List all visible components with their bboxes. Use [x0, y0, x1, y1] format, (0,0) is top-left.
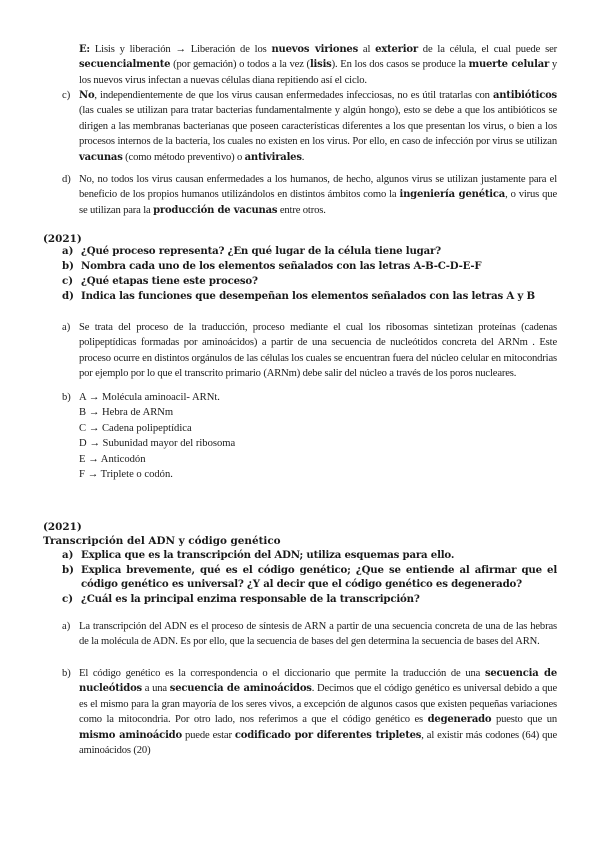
- text: (las cuales se utilizan para tratar bacterias fundamentalmente y algún hongo), esto se debe a que los antibióticos se dirigen a las membranas bacterianas que poseen características diferentes a los que presentan los virus, o bien a los procesos internos de la bacteria, los cuales no existen en los virus. Por ello, en caso de infección por virus se utilizan: [79, 105, 557, 148]
- question-c: ¿Qué etapas tiene este proceso?: [81, 275, 258, 287]
- list-item: [79, 452, 235, 467]
- item-text: Anticodón: [98, 453, 146, 465]
- list-marker: b): [62, 392, 71, 403]
- list-item: [79, 421, 235, 436]
- text: , o virus que se utilizan para la: [79, 189, 558, 216]
- genetic-code-answer-b: [79, 666, 557, 758]
- bold-text: lisis: [309, 59, 332, 71]
- section-year: (2021): [43, 521, 82, 533]
- text: Lisis y liberación: [89, 44, 176, 55]
- bold-text: secuencialmente: [79, 59, 171, 71]
- text: al: [358, 44, 376, 55]
- section-year: (2021): [43, 233, 82, 245]
- text: puesto que un: [491, 714, 557, 726]
- text: de la célula, el cual puede ser: [417, 44, 557, 55]
- question-marker: c): [62, 275, 74, 287]
- arrow-icon: →: [88, 407, 100, 419]
- text: Liberación de los: [185, 44, 272, 55]
- text: puede estar: [181, 729, 235, 741]
- list-item: [79, 436, 235, 451]
- item-letter: D: [79, 438, 87, 450]
- bold-text: exterior: [375, 44, 418, 55]
- bold-text: No: [79, 90, 95, 101]
- list-marker: d): [62, 174, 71, 185]
- bold-text: secuencia de aminoácidos: [169, 683, 312, 695]
- question-marker: a): [62, 549, 74, 561]
- item-text: Subunidad mayor del ribosoma: [99, 438, 236, 450]
- answer-d-paragraph: [79, 172, 557, 218]
- text: El código genético es la correspondencia o el diccionario que permite la traducción de una: [79, 668, 485, 679]
- text: .: [301, 151, 305, 163]
- question-marker: b): [62, 260, 74, 272]
- transcription-answer-a: La transcripción del ADN es el proceso de síntesis de ARN a partir de una secuencia concreta de una de las hebras de la molécula de ADN. Es por ello, que la secuencia de bases del gen determina la secuencia de bases del ARN.: [79, 621, 557, 648]
- text: (por gemación) o todos a la vez (: [170, 59, 310, 71]
- list-item: [79, 405, 235, 420]
- bold-text: mismo aminoácido: [79, 729, 182, 741]
- translation-answer-a: Se trata del proceso de la traducción, proceso mediante el cual los ribosomas sintetizan proteínas (cadenas polipeptídicas formadas por aminoácidos) a partir de una secuencia de nucleótidos concreta del ARNm . Este proceso ocurre en distintos orgánulos de las células los cuales se encuentran fuera del núcleo celular en mitocondrias por ejemplo por lo que el transcrito primario (ARNm) debe salir del núcleo a través de los poros nucleares.: [79, 322, 557, 380]
- item-text: Triplete o codón.: [98, 469, 173, 481]
- list-item: [79, 467, 235, 482]
- item-letter: A: [79, 392, 87, 403]
- list-marker: a): [62, 621, 71, 632]
- text: , independientemente de que los virus causan enfermedades infecciosas, no es útil tratarlas con: [94, 90, 493, 101]
- bold-text: codificado por diferentes tripletes: [234, 729, 422, 741]
- question-marker: c): [62, 593, 74, 605]
- question-d: Indica las funciones que desempeñan los elementos señalados con las letras A y B: [81, 290, 535, 302]
- question-marker: a): [62, 245, 74, 257]
- text: ). En los dos casos se produce la: [331, 59, 469, 71]
- question-marker: b): [62, 564, 74, 576]
- arrow-icon: →: [87, 469, 99, 481]
- list-marker: b): [62, 668, 71, 679]
- section-title: Transcripción del ADN y código genético: [43, 535, 281, 547]
- question-b: Nombra cada uno de los elementos señalados con las letras A-B-C-D-E-F: [81, 260, 482, 272]
- text: (como método preventivo) o: [122, 151, 245, 163]
- question-c: ¿Cuál es la principal enzima responsable de la transcripción?: [81, 593, 420, 605]
- text: No, no todos los virus causan enfermedades a los humanos, de hecho, algunos virus se utilizan justamente para el beneficio de los propios humanos utilizándolos en distintos ámbitos como la: [79, 174, 557, 201]
- arrow-icon: →: [89, 438, 100, 450]
- item-letter: C: [79, 422, 87, 434]
- bold-text: nuevos viriones: [271, 44, 358, 55]
- arrow-icon: →: [88, 422, 100, 434]
- bold-text: antivirales: [244, 151, 302, 163]
- text: y los nuevos virus infectan a nuevas células diana repitiendo así el ciclo.: [79, 59, 557, 86]
- item-text: Molécula aminoacil- ARNt.: [99, 392, 220, 403]
- text: , al existir más codones (64) que aminoácidos (20): [79, 729, 557, 757]
- arrow-icon: →: [88, 392, 100, 403]
- list-marker: c): [62, 90, 71, 101]
- arrow-icon: →: [175, 44, 186, 55]
- list-marker: a): [62, 322, 71, 333]
- question-marker: d): [62, 290, 74, 302]
- text: entre otros.: [277, 204, 326, 216]
- item-text: Hebra de ARNm: [99, 407, 174, 419]
- item-letter: B: [79, 407, 87, 419]
- list-item: [79, 390, 235, 405]
- text: a una: [141, 683, 170, 695]
- item-text: Cadena polipeptídica: [99, 422, 192, 434]
- question-a: Explica que es la transcripción del ADN; utiliza esquemas para ello.: [81, 549, 455, 561]
- bold-text: antibióticos: [492, 90, 557, 101]
- text: . Decimos que el código genético es universal debido a que es el mismo para la gran mayoría de los seres vivos, a excepción de algunos casos que existen pequeñas variaciones como la mitocondria. Por otro lado, nos referimos a que el código genético es: [79, 683, 557, 726]
- arrow-icon: →: [88, 453, 99, 465]
- bold-text: degenerado: [427, 714, 492, 726]
- question-b: Explica brevemente, qué es el código genético; ¿Que se entiende al afirmar que el código genético es universal? ¿Y al decir que el código genético es degenerado?: [81, 564, 557, 590]
- item-letter: E: [79, 453, 86, 465]
- bold-text: vacunas: [79, 151, 123, 163]
- element-list: [79, 390, 235, 482]
- bold-text: secuencia de nucleótidos: [79, 668, 558, 695]
- e-line-paragraph: [79, 42, 557, 88]
- answer-c-paragraph: [79, 88, 557, 165]
- e-label: E:: [79, 44, 90, 55]
- bold-text: producción de vacunas: [153, 204, 278, 216]
- bold-text: ingeniería genética: [399, 189, 506, 201]
- question-a: ¿Qué proceso representa? ¿En qué lugar de la célula tiene lugar?: [81, 245, 441, 257]
- bold-text: muerte celular: [468, 59, 550, 71]
- item-letter: F: [79, 469, 85, 481]
